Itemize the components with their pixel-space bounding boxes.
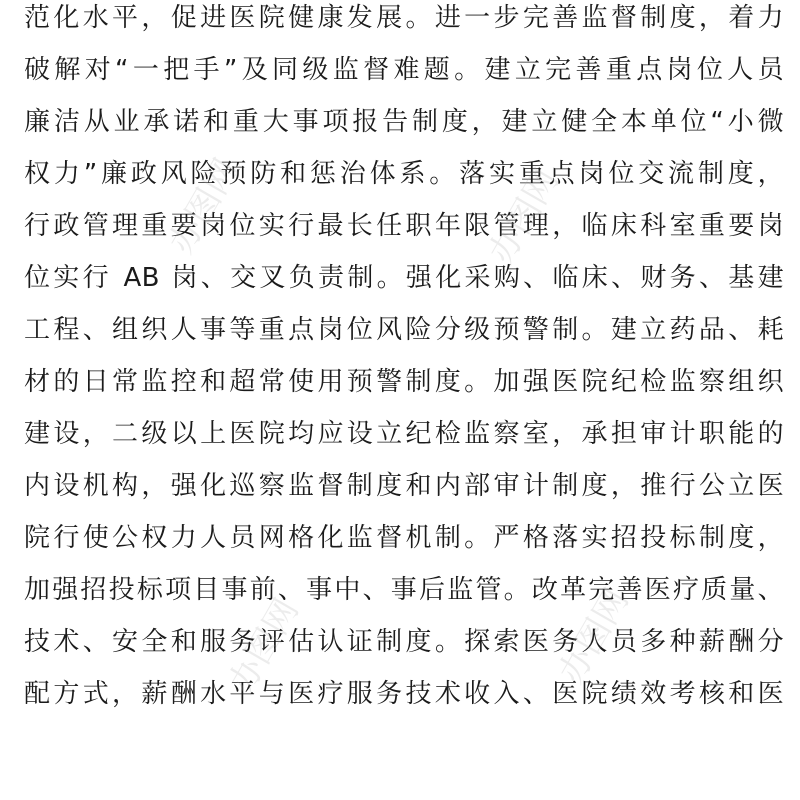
text-line: 配方式，薪酬水平与医疗服务技术收入、医院绩效考核和医 <box>24 679 784 709</box>
text-line: 技术、安全和服务评估认证制度。探索医务人员多种薪酬分 <box>24 627 784 657</box>
text-line: 内设机构，强化巡察监督制度和内部审计制度，推行公立医 <box>24 471 784 501</box>
text-line: 位实行 AB 岗、交叉负责制。强化采购、临床、财务、基建 <box>24 263 784 293</box>
text-line: 行政管理重要岗位实行最长任职年限管理，临床科室重要岗 <box>24 211 784 241</box>
text-line: 院行使公权力人员网格化监督机制。严格落实招投标制度， <box>24 523 784 553</box>
body-text <box>24 0 784 720</box>
text-line: 建设，二级以上医院均应设立纪检监察室，承担审计职能的 <box>24 419 784 449</box>
text-line: 破解对“一把手”及同级监督难题。建立完善重点岗位人员 <box>24 55 784 85</box>
text-line: 材的日常监控和超常使用预警制度。加强医院纪检监察组织 <box>24 367 784 397</box>
text-line: 廉洁从业承诺和重大事项报告制度，建立健全本单位“小微 <box>24 107 784 137</box>
watermark: 办图网 <box>551 582 637 691</box>
text-line: 加强招投标项目事前、事中、事后监管。改革完善医疗质量、 <box>24 575 784 605</box>
watermark: 办图网 <box>221 592 307 701</box>
watermark: 办图网 <box>481 162 567 271</box>
text-line: 范化水平，促进医院健康发展。进一步完善监督制度，着力 <box>24 3 784 33</box>
watermark: 办图网 <box>161 152 247 261</box>
text-line: 权力”廉政风险预防和惩治体系。落实重点岗位交流制度， <box>24 159 784 189</box>
text-line: 工程、组织人事等重点岗位风险分级预警制。建立药品、耗 <box>24 315 784 345</box>
